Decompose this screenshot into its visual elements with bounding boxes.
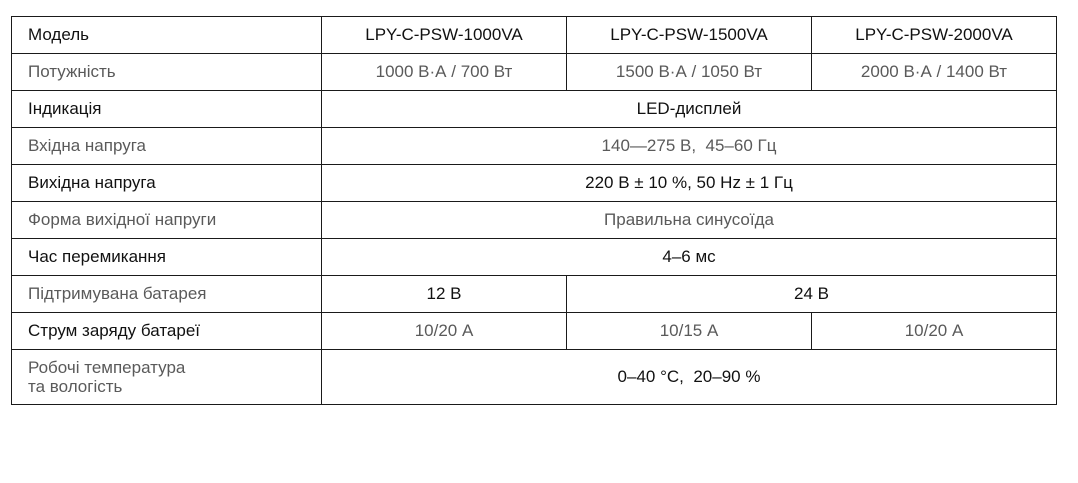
charge-current-2000va: 10/20 А xyxy=(812,313,1057,350)
charge-current-1000va: 10/20 А xyxy=(322,313,567,350)
label-transfer-time: Час перемикання xyxy=(12,239,322,276)
row-model xyxy=(12,17,1057,54)
value-input-voltage: 140—275 В, 45–60 Гц xyxy=(322,128,1057,165)
label-charge-current: Струм заряду батареї xyxy=(12,313,322,350)
label-indication: Індикація xyxy=(12,91,322,128)
value-indication: LED-дисплей xyxy=(322,91,1057,128)
model-2000va: LPY-C-PSW-2000VA xyxy=(812,17,1057,54)
row-power xyxy=(12,54,1057,91)
row-output-waveform xyxy=(12,202,1057,239)
charge-current-1500va: 10/15 А xyxy=(567,313,812,350)
row-charge-current xyxy=(12,313,1057,350)
spec-table xyxy=(11,16,1057,405)
power-1500va: 1500 В·А / 1050 Вт xyxy=(567,54,812,91)
power-2000va: 2000 В·А / 1400 Вт xyxy=(812,54,1057,91)
label-model: Модель xyxy=(12,17,322,54)
model-1500va: LPY-C-PSW-1500VA xyxy=(567,17,812,54)
battery-12v: 12 В xyxy=(322,276,567,313)
power-1000va: 1000 В·А / 700 Вт xyxy=(322,54,567,91)
row-transfer-time xyxy=(12,239,1057,276)
value-environment: 0–40 °C, 20–90 % xyxy=(322,350,1057,405)
row-input-voltage xyxy=(12,128,1057,165)
label-environment xyxy=(12,350,322,405)
label-battery: Підтримувана батарея xyxy=(12,276,322,313)
row-output-voltage xyxy=(12,165,1057,202)
label-environment-line2: та вологість xyxy=(28,377,123,396)
value-output-waveform: Правильна синусоїда xyxy=(322,202,1057,239)
label-output-voltage: Вихідна напруга xyxy=(12,165,322,202)
row-battery xyxy=(12,276,1057,313)
label-power: Потужність xyxy=(12,54,322,91)
row-indication xyxy=(12,91,1057,128)
label-output-waveform: Форма вихідної напруги xyxy=(12,202,322,239)
model-1000va: LPY-C-PSW-1000VA xyxy=(322,17,567,54)
label-input-voltage: Вхідна напруга xyxy=(12,128,322,165)
value-transfer-time: 4–6 мс xyxy=(322,239,1057,276)
row-environment xyxy=(12,350,1057,405)
label-environment-line1: Робочі температура xyxy=(28,357,186,377)
value-output-voltage: 220 В ± 10 %, 50 Hz ± 1 Гц xyxy=(322,165,1057,202)
battery-24v: 24 В xyxy=(567,276,1057,313)
